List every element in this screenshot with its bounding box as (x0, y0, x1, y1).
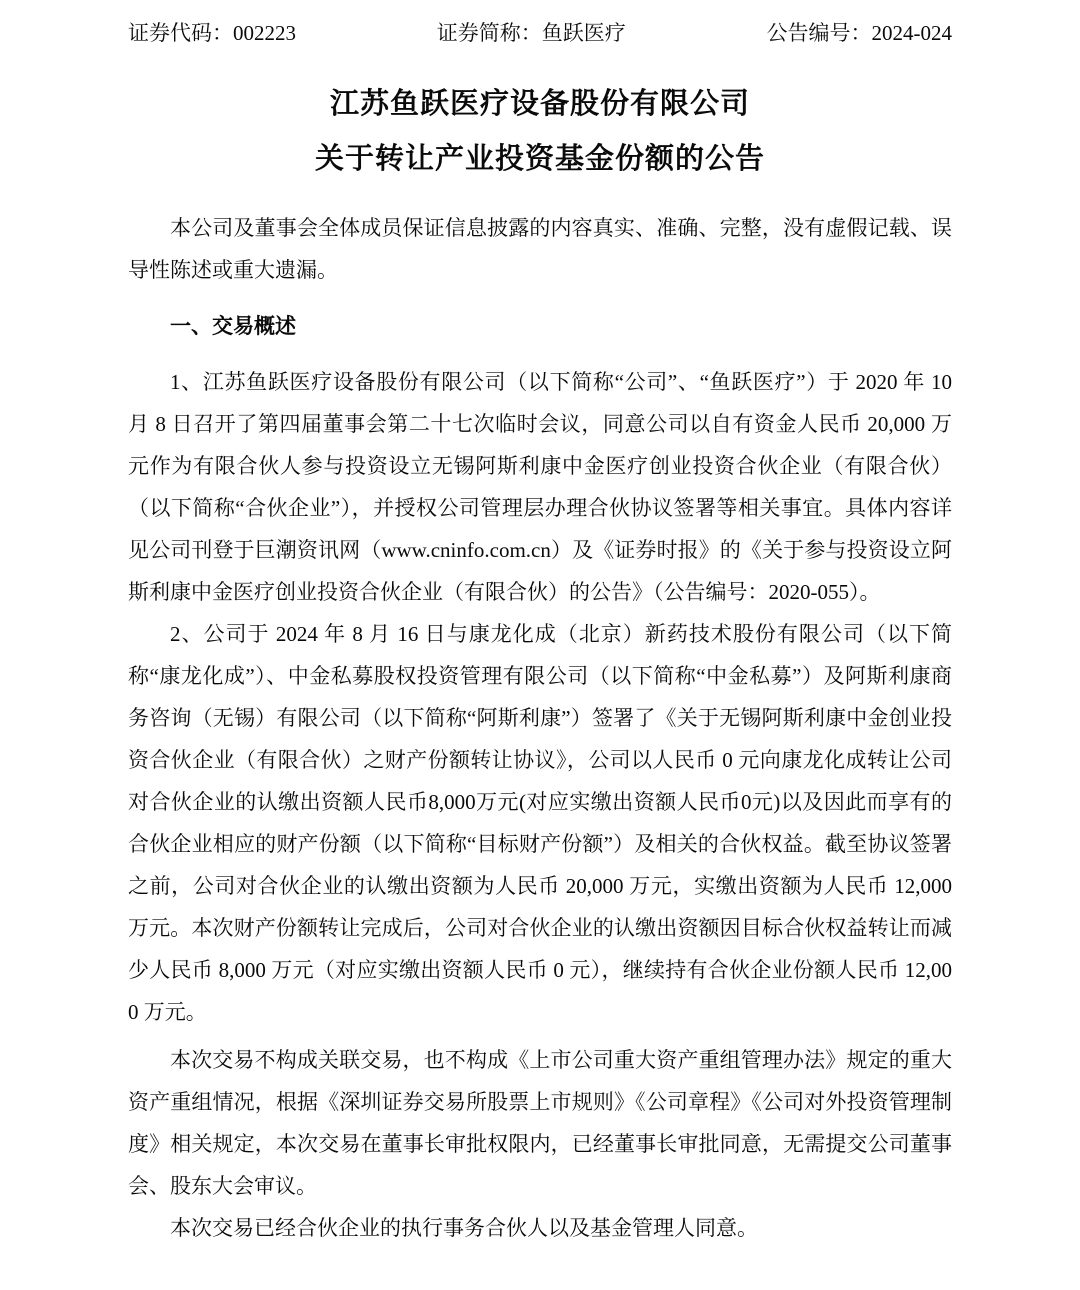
paragraph-2: 2、公司于 2024 年 8 月 16 日与康龙化成（北京）新药技术股份有限公司（以下简称“康龙化成”）、中金私募股权投资管理有限公司（以下简称“中金私募”）及阿斯利康商务咨询（无锡）有限公司（以下简称“阿斯利康”）签署了《关于无锡阿斯利康中金创业投资合伙企业（有限合伙）之财产份额转让协议》，公司以人民币 0 元向康龙化成转让公司对合伙企业的认缴出资额人民币8,000万元(对应实缴出资额人民币0元)以及因此而享有的合伙企业相应的财产份额（以下简称“目标财产份额”）及相关的合伙权益。截至协议签署之前，公司对合伙企业的认缴出资额为人民币 20,000 万元，实缴出资额为人民币 12,000 万元。本次财产份额转让完成后，公司对合伙企业的认缴出资额因目标合伙权益转让而减少人民币 8,000 万元（对应实缴出资额人民币 0 元），继续持有合伙企业份额人民币 12,000 万元。 (128, 622, 952, 1024)
company-title: 江苏鱼跃医疗设备股份有限公司 (329, 88, 750, 120)
disclaimer-text: 本公司及董事会全体成员保证信息披露的内容真实、准确、完整，没有虚假记载、误导性陈述或重大遗漏。 (128, 216, 952, 282)
stock-code-label: 证券代码：002223 (128, 21, 296, 45)
announcement-number-label: 公告编号：2024-024 (766, 21, 952, 45)
stock-name-label: 证券简称：鱼跃医疗 (436, 21, 626, 45)
doc-header-row (128, 20, 952, 46)
paragraph-3: 本次交易不构成关联交易，也不构成《上市公司重大资产重组管理办法》规定的重大资产重组情况，根据《深圳证券交易所股票上市规则》《公司章程》《公司对外投资管理制度》相关规定，本次交易在董事长审批权限内，已经董事长审批同意，无需提交公司董事会、股东大会审议。 (128, 1048, 952, 1198)
paragraph-4: 本次交易已经合伙企业的执行事务合伙人以及基金管理人同意。 (170, 1216, 758, 1240)
section-heading-transaction-overview: 一、交易概述 (170, 314, 296, 338)
paragraph-1: 1、江苏鱼跃医疗设备股份有限公司（以下简称“公司”、“鱼跃医疗”）于 2020 年 10 月 8 日召开了第四届董事会第二十七次临时会议，同意公司以自有资金人民币 20,000 万元作为有限合伙人参与投资设立无锡阿斯利康中金医疗创业投资合伙企业（有限合伙）（以下简称“合伙企业”），并授权公司管理层办理合伙协议签署等相关事宜。具体内容详见公司刊登于巨潮资讯网（www.cninfo.com.cn）及《证券时报》的《关于参与投资设立阿斯利康中金医疗创业投资合伙企业（有限合伙）的公告》（公告编号：2020-055）。 (128, 370, 952, 604)
announcement-subtitle: 关于转让产业投资基金份额的公告 (314, 143, 765, 175)
